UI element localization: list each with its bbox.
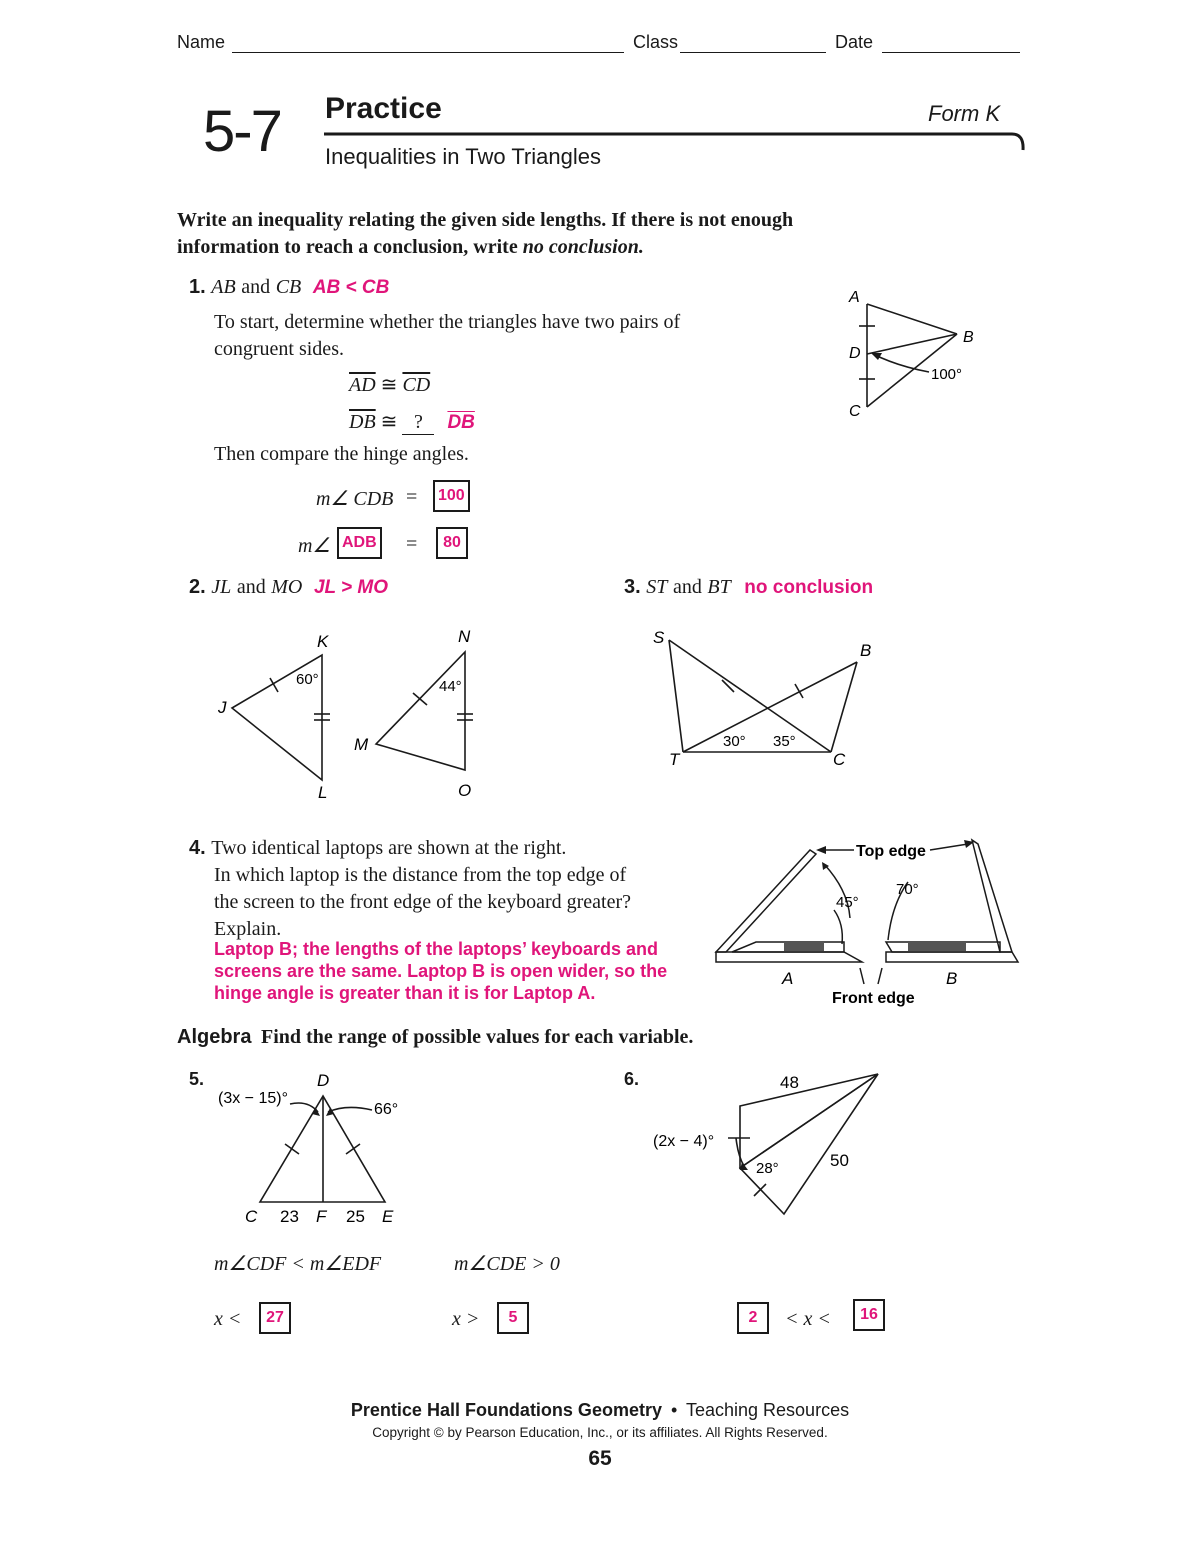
side-23-label: 23: [280, 1207, 299, 1226]
range-1-prefix: x <: [214, 1308, 242, 1330]
problem-1-start-text: To start, determine whether the triangles have two pairs of congruent sides.: [214, 311, 681, 360]
form-label: Form K: [928, 101, 1001, 126]
congruence-1: $\overline{AD}$ ≅ $\overline{CD}$: [349, 374, 431, 396]
page-number: 65: [588, 1447, 612, 1470]
angle-30-label: 30°: [723, 733, 746, 750]
expr-2x-4: (2x − 4)°: [653, 1133, 715, 1150]
figure-3: [645, 622, 885, 772]
vertex-m: M: [354, 735, 369, 754]
vertex-f: F: [316, 1207, 327, 1226]
range-2-box: 5: [497, 1302, 529, 1334]
vertex-c: C: [849, 403, 861, 420]
class-field-line[interactable]: [680, 52, 826, 53]
range-1-box: 27: [259, 1302, 291, 1334]
vertex-o: O: [458, 781, 472, 800]
problem-5-number: 5.: [189, 1069, 205, 1089]
problem-3-prompt: 3. ST and BT no conclusion: [624, 576, 874, 598]
date-label: Date: [835, 32, 874, 52]
angle-cdb-value-box: 100: [433, 480, 470, 512]
inequality-cdf-edf: m∠CDF < m∠EDF: [214, 1253, 382, 1275]
laptop-b-label: B: [946, 969, 958, 988]
figure-4-laptops: [712, 834, 1024, 1010]
problem-1-prompt: 1. AB and CB AB < CB: [189, 276, 390, 298]
lesson-number: 5-7: [203, 99, 281, 164]
range-high-box: 16: [853, 1299, 885, 1331]
problem-6-number: 6.: [624, 1069, 640, 1089]
inequality-cde: m∠CDE > 0: [454, 1253, 560, 1275]
angle-44-label: 44°: [439, 678, 462, 695]
figure-6: [650, 1066, 890, 1226]
angle-cdb-label: m∠ CDB: [316, 488, 394, 510]
vertex-j: J: [218, 698, 227, 717]
instructions: [177, 207, 793, 261]
name-field-line[interactable]: [232, 52, 624, 53]
vertex-b: B: [963, 329, 974, 346]
problem-3-answer: no conclusion: [744, 577, 874, 598]
page-title: Practice: [325, 92, 442, 125]
angle-adb-value-box: 80: [436, 527, 468, 559]
vertex-e: E: [382, 1207, 394, 1226]
angle-70-label: 70°: [896, 881, 919, 898]
problem-2-prompt: 2. JL and MO JL > MO: [189, 576, 389, 598]
date-field-line[interactable]: [882, 52, 1020, 53]
class-label: Class: [633, 32, 679, 52]
side-50-label: 50: [830, 1151, 849, 1170]
figure-5: [212, 1066, 412, 1231]
side-48-label: 48: [780, 1073, 799, 1092]
angle-45-label: 45°: [836, 894, 859, 911]
problem-1-then-text: Then compare the hinge angles.: [214, 443, 469, 465]
vertex-d: D: [317, 1071, 330, 1090]
footer-copyright: Copyright © by Pearson Education, Inc., or its affiliates. All Rights Reserved.: [372, 1425, 828, 1440]
problem-1-answer: AB < CB: [312, 277, 390, 298]
vertex-a: A: [849, 289, 860, 306]
figure-1: [835, 282, 985, 422]
instructions-line-1: Write an inequality relating the given side lengths. If there is not enough: [177, 209, 794, 231]
problem-4-question: 4. Two identical laptops are shown at the right.: [189, 837, 567, 859]
range-low-box: 2: [737, 1302, 769, 1334]
top-edge-label: Top edge: [856, 843, 926, 860]
footer-book-line: Prentice Hall Foundations Geometry • Teaching Resources: [350, 1400, 850, 1420]
side-25-label: 25: [346, 1207, 365, 1226]
instructions-line-2: information to reach a conclusion, write no conclusion.: [177, 236, 644, 258]
range-middle: < x <: [785, 1308, 831, 1330]
angle-name-box: ADB: [337, 527, 382, 559]
problem-4-answer: Laptop B; the lengths of the laptops’ keyboards and screens are the same. Laptop B is open wider, so the hinge angle is greater than it is for Laptop A.: [214, 939, 668, 1003]
congruence-2: $\overline{DB}$ ≅ ? $\overline{DB}$: [349, 411, 475, 433]
equals-sign: =: [406, 486, 418, 508]
vertex-n: N: [458, 627, 471, 646]
vertex-b: B: [860, 641, 872, 660]
vertex-t: T: [669, 750, 680, 769]
vertex-k: K: [317, 632, 329, 651]
front-edge-label: Front edge: [832, 990, 915, 1007]
angle-28-label: 28°: [756, 1160, 779, 1177]
vertex-d: D: [849, 345, 861, 362]
angle-66-label: 66°: [374, 1101, 399, 1118]
problem-4-question-cont: In which laptop is the distance from the top edge of the screen to the front edge of the keyboard greater? Explain.: [214, 864, 632, 940]
figure-2: [210, 620, 500, 805]
laptop-a-label: A: [782, 969, 794, 988]
equals-sign: =: [406, 533, 418, 555]
vertex-l: L: [318, 783, 328, 802]
angle-35-label: 35°: [773, 733, 796, 750]
algebra-heading: Algebra Find the range of possible values for each variable.: [177, 1026, 694, 1048]
vertex-c: C: [833, 750, 846, 769]
vertex-c: C: [245, 1207, 258, 1226]
angle-prefix: m∠: [298, 535, 331, 557]
angle-100-label: 100°: [931, 366, 963, 383]
problem-2-answer: JL > MO: [313, 577, 389, 598]
expr-3x-15: (3x − 15)°: [218, 1090, 288, 1107]
page-subtitle: Inequalities in Two Triangles: [325, 144, 601, 169]
range-2-prefix: x >: [452, 1308, 480, 1330]
vertex-s: S: [653, 628, 665, 647]
angle-60-label: 60°: [296, 671, 319, 688]
name-label: Name: [177, 32, 226, 52]
